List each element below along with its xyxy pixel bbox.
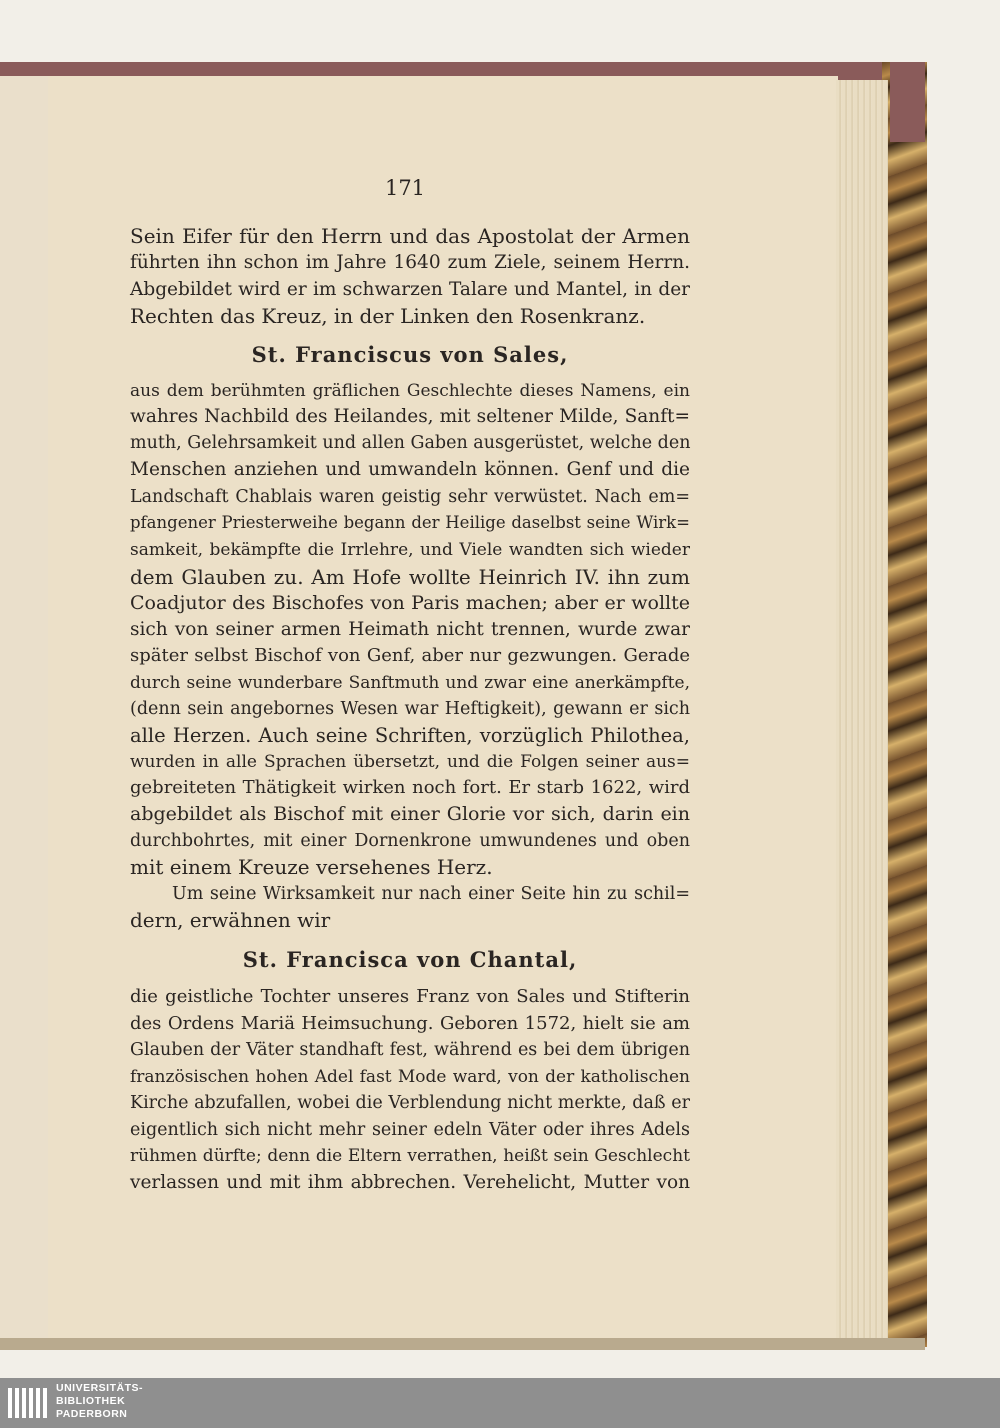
text-line: Landschaft Chablais waren geistig sehr verwüstet. Nach em= xyxy=(130,487,690,507)
book-cover-bottom xyxy=(0,1338,925,1350)
logo-line: BIBLIOTHEK xyxy=(56,1395,126,1407)
text-line: führten ihn schon im Jahre 1640 zum Ziele, seinem Herrn. xyxy=(130,252,690,273)
text-line: (denn sein angebornes Wesen war Heftigkeit), gewann er sich xyxy=(130,699,690,719)
footer xyxy=(0,1378,1000,1428)
text-line: rühmen dürfte; denn die Eltern verrathen, heißt sein Geschlecht xyxy=(130,1146,690,1166)
text-line: mit einem Kreuze versehenes Herz. xyxy=(130,855,493,879)
library-logo-icon xyxy=(6,1382,50,1424)
text-line: verlassen und mit ihm abbrechen. Verehelicht, Mutter von xyxy=(130,1172,690,1193)
text-line: pfangener Priesterweihe begann der Heilige daselbst seine Wirk= xyxy=(130,513,690,532)
logo-line: UNIVERSITÄTS- xyxy=(56,1382,144,1394)
library-logo-text xyxy=(56,1382,143,1421)
text-line: die geistliche Tochter unseres Franz von Sales und Stifterin xyxy=(130,986,690,1007)
left-page xyxy=(0,76,50,1348)
text-line: des Ordens Mariä Heimsuchung. Geboren 1572, hielt sie am xyxy=(130,1013,690,1034)
text-line: Um seine Wirksamkeit nur nach einer Seite hin zu schil= xyxy=(172,884,690,904)
text-line: durch seine wunderbare Sanftmuth und zwar eine anerkämpfte, xyxy=(130,673,690,693)
page-number: 171 xyxy=(384,176,426,200)
text-line: Kirche abzufallen, wobei die Verblendung nicht merkte, daß er xyxy=(130,1093,690,1113)
text-line: Abgebildet wird er im schwarzen Talare und Mantel, in der xyxy=(130,279,690,300)
logo-line: PADERBORN xyxy=(56,1408,128,1420)
text-line: Rechten das Kreuz, in der Linken den Rosenkranz. xyxy=(130,304,646,328)
text-line: eigentlich sich nicht mehr seiner edeln Väter oder ihres Adels xyxy=(130,1120,690,1140)
footer-bar xyxy=(0,1378,1000,1428)
text-line: dem Glauben zu. Am Hofe wollte Heinrich IV. ihn zum xyxy=(130,565,690,589)
text-line: Sein Eifer für den Herrn und das Apostolat der Armen xyxy=(130,224,690,248)
text-line: alle Herzen. Auch seine Schriften, vorzüglich Philothea, xyxy=(130,724,690,747)
text-line: Coadjutor des Bischofes von Paris machen; aber er wollte xyxy=(130,592,690,614)
section-heading: St. Franciscus von Sales, xyxy=(251,342,569,367)
text-line: sich von seiner armen Heimath nicht trennen, wurde zwar xyxy=(130,619,690,640)
text-line: dern, erwähnen wir xyxy=(130,908,331,932)
book-cover-right xyxy=(882,62,927,1347)
text-line: später selbst Bischof von Genf, aber nur gezwungen. Gerade xyxy=(130,645,690,666)
text-line: wurden in alle Sprachen übersetzt, und die Folgen seiner aus= xyxy=(130,752,690,772)
book-cover-corner xyxy=(890,62,925,142)
text-line: durchbohrtes, mit einer Dornenkrone umwundenes und oben xyxy=(130,831,690,851)
text-line: Menschen anziehen und umwandeln können. Genf und die xyxy=(130,459,690,480)
page-edges xyxy=(836,80,888,1338)
text-line: abgebildet als Bischof mit einer Glorie vor sich, darin ein xyxy=(130,803,690,825)
text-line: wahres Nachbild des Heilandes, mit seltener Milde, Sanft= xyxy=(130,406,690,427)
text-line: Glauben der Väter standhaft fest, während es bei dem übrigen xyxy=(130,1040,690,1060)
section-heading: St. Francisca von Chantal, xyxy=(242,947,578,972)
text-line: französischen hohen Adel fast Mode ward, von der katholischen xyxy=(130,1067,690,1087)
text-line: muth, Gelehrsamkeit und allen Gaben ausgerüstet, welche den xyxy=(130,433,691,453)
text-line: gebreiteten Thätigkeit wirken noch fort. Er starb 1622, wird xyxy=(130,777,690,798)
text-line: aus dem berühmten gräflichen Geschlechte dieses Namens, ein xyxy=(130,381,690,401)
text-line: samkeit, bekämpfte die Irrlehre, und Viele wandten sich wieder xyxy=(130,540,690,560)
